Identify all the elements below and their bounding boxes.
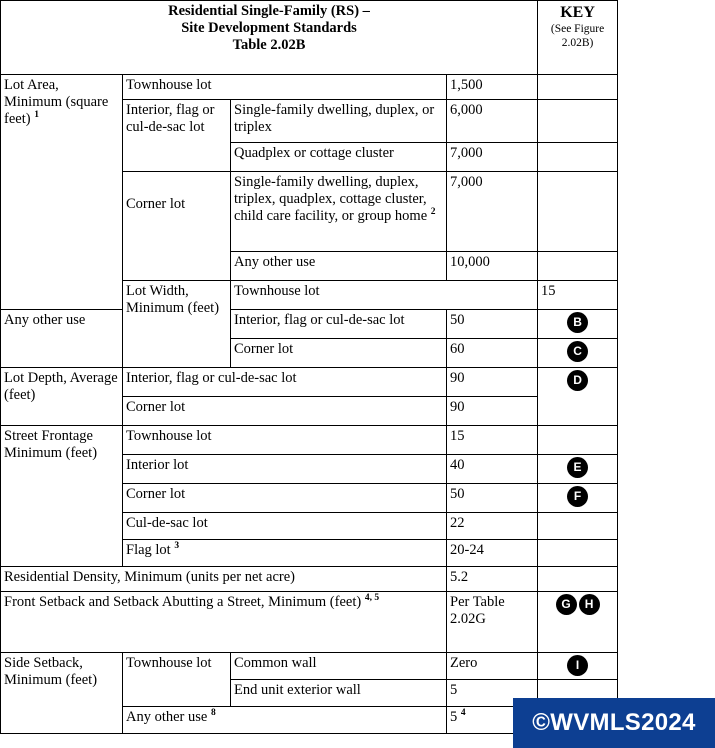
footnote-ref: 2 xyxy=(430,207,436,218)
table-row xyxy=(1,567,618,592)
lot-width-corner-label: Corner lot xyxy=(231,339,447,368)
key-cell xyxy=(538,368,618,426)
title-line-3: Table 2.02B xyxy=(232,37,306,53)
lot-depth-interior-label: Interior, flag or cul-de-sac lot xyxy=(123,368,447,397)
lot-area-corner-other-label: Any other use xyxy=(231,252,447,281)
density-value: 5.2 xyxy=(447,567,538,592)
key-cell xyxy=(538,540,618,567)
key-cell xyxy=(538,513,618,540)
title-line-2: Site Development Standards xyxy=(181,20,357,36)
key-badge-b: B xyxy=(567,312,588,333)
side-setback-common-value: Zero xyxy=(447,653,538,680)
footnote-ref: 3 xyxy=(174,541,180,552)
street-frontage-townhouse-label: Townhouse lot xyxy=(123,426,447,455)
street-frontage-interior-value: 40 xyxy=(447,455,538,484)
key-cell xyxy=(538,252,618,281)
lot-area-corner-other-value: 10,000 xyxy=(447,252,538,281)
lot-area-interior-label: Interior, flag or cul-de-sac lot xyxy=(123,100,231,172)
side-setback-other-label: Any other use $^8$ xyxy=(123,707,447,734)
lot-area-corner-label: Corner lot xyxy=(123,172,231,281)
side-setback-label: Side Setback, Minimum (feet) xyxy=(1,653,123,734)
street-frontage-culdesac-label: Cul-de-sac lot xyxy=(123,513,447,540)
key-cell xyxy=(538,100,618,143)
table-row xyxy=(1,310,618,339)
title-line-1: Residential Single-Family (RS) – xyxy=(168,3,370,19)
front-setback-value: Per Table 2.02G xyxy=(447,592,538,653)
table-row xyxy=(1,653,618,680)
side-setback-end-label: End unit exterior wall xyxy=(231,680,447,707)
key-cell xyxy=(538,310,618,339)
lot-width-label: Lot Width, Minimum (feet) xyxy=(123,281,231,368)
lot-width-corner-value: 60 xyxy=(447,339,538,368)
street-frontage-townhouse-value: 15 xyxy=(447,426,538,455)
key-badge-h: H xyxy=(579,594,600,615)
street-frontage-corner-label: Corner lot xyxy=(123,484,447,513)
lot-area-corner-sf-value: 7,000 xyxy=(447,172,538,252)
front-setback-label: Front Setback and Setback Abutting a Street, Minimum (feet) $^{4, 5}$ xyxy=(1,592,447,653)
street-frontage-label: Street Frontage Minimum (feet) xyxy=(1,426,123,567)
footnote-ref: 4, 5 xyxy=(364,593,380,604)
side-setback-end-value: 5 xyxy=(447,680,538,707)
lot-width-other-label: Any other use xyxy=(1,310,123,368)
key-badge-f: F xyxy=(567,486,588,507)
table-row xyxy=(1,592,618,653)
key-cell xyxy=(538,426,618,455)
key-cell xyxy=(538,339,618,368)
lot-area-interior-sf-value: 6,000 xyxy=(447,100,538,143)
lot-width-interior-value: 50 xyxy=(447,310,538,339)
lot-width-townhouse-value: 15 xyxy=(538,281,618,310)
street-frontage-corner-value: 50 xyxy=(447,484,538,513)
lot-depth-interior-value: 90 xyxy=(447,368,538,397)
key-badge-i: I xyxy=(567,655,588,676)
table-row xyxy=(1,75,618,100)
key-cell xyxy=(538,75,618,100)
table-title xyxy=(1,1,538,75)
street-frontage-flag-label: Flag lot $^3$ xyxy=(123,540,447,567)
lot-depth-corner-label: Corner lot xyxy=(123,397,447,426)
lot-width-interior-label: Interior, flag or cul-de-sac lot xyxy=(231,310,447,339)
lot-area-interior-sf-label: Single-family dwelling, duplex, or triplex xyxy=(231,100,447,143)
density-label: Residential Density, Minimum (units per net acre) xyxy=(1,567,447,592)
key-cell xyxy=(538,455,618,484)
table-row xyxy=(1,426,618,455)
lot-depth-label: Lot Depth, Average (feet) xyxy=(1,368,123,426)
street-frontage-flag-value: 20-24 xyxy=(447,540,538,567)
key-header-note-1: (See Figure xyxy=(550,23,605,35)
lot-area-corner-sf-label: Single-family dwelling, duplex, triplex, quadplex, cottage cluster, child care facility, or group home $^2$ xyxy=(231,172,447,252)
side-setback-common-label: Common wall xyxy=(231,653,447,680)
key-cell xyxy=(538,172,618,252)
key-cell xyxy=(538,653,618,680)
title-row xyxy=(1,1,618,75)
lot-depth-corner-value: 90 xyxy=(447,397,538,426)
key-column-header xyxy=(538,1,618,75)
key-cell xyxy=(538,592,618,653)
footnote-ref: 1 xyxy=(34,110,39,121)
side-setback-townhouse-label: Townhouse lot xyxy=(123,653,231,707)
key-cell xyxy=(538,567,618,592)
lot-area-townhouse-value: 1,500 xyxy=(447,75,538,100)
key-cell xyxy=(538,484,618,513)
lot-area-interior-quad-label: Quadplex or cottage cluster xyxy=(231,143,447,172)
table-row xyxy=(1,368,618,397)
copyright-watermark: ©WVMLS2024 xyxy=(513,698,715,748)
key-badge-e: E xyxy=(567,457,588,478)
side-setback-other-value: 5 $^4$ xyxy=(447,707,538,734)
lot-area-townhouse-label: Townhouse lot xyxy=(123,75,447,100)
lot-area-interior-quad-value: 7,000 xyxy=(447,143,538,172)
key-badge-d: D xyxy=(567,370,588,391)
key-badge-c: C xyxy=(567,341,588,362)
key-cell xyxy=(538,143,618,172)
lot-width-townhouse-label: Townhouse lot xyxy=(231,281,538,310)
key-badge-g: G xyxy=(556,594,577,615)
lot-area-label: Lot Area, Minimum (square feet) $^1$ xyxy=(1,75,123,310)
footnote-ref: 8 xyxy=(210,708,216,719)
street-frontage-interior-label: Interior lot xyxy=(123,455,447,484)
footnote-ref: 4 xyxy=(460,708,466,719)
key-header-label: KEY xyxy=(560,4,595,21)
key-header-note-2: 2.02B) xyxy=(561,37,594,49)
street-frontage-culdesac-value: 22 xyxy=(447,513,538,540)
